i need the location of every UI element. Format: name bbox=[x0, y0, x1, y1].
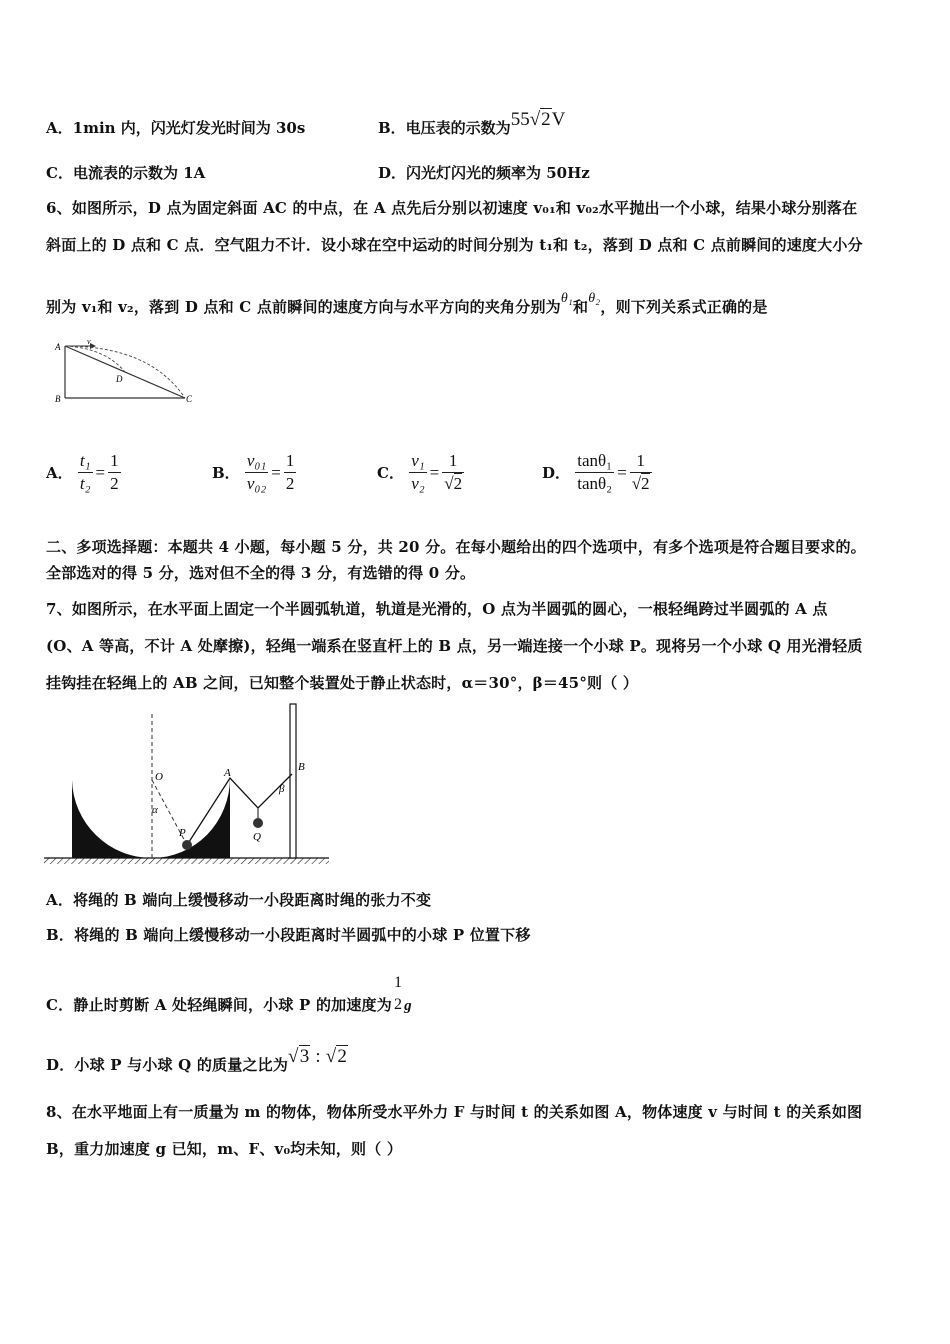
q8-line1: 8、在水平地面上有一质量为 m 的物体，物体所受水平外力 F 与时间 t 的关系如图 A，物体速度 v 与时间 t 的关系如图 bbox=[46, 1103, 863, 1121]
q6-c-rnum: 1 bbox=[442, 450, 464, 473]
q7-c-g: g bbox=[404, 998, 412, 1014]
label-o: O bbox=[155, 771, 163, 783]
q6-c-den: v₂ bbox=[411, 474, 425, 493]
q5-option-d: D．闪光灯闪光的频率为 50Hz bbox=[378, 164, 590, 182]
q7-option-c bbox=[46, 974, 412, 1028]
q6-line3b: ，则下列关系式正确的是 bbox=[600, 298, 768, 316]
q7-option-d-text: D．小球 P 与小球 Q 的质量之比为 bbox=[46, 1056, 289, 1074]
q6-theta1: θ₁ bbox=[560, 291, 574, 306]
vertical-pole bbox=[290, 704, 296, 858]
label-d: D bbox=[116, 374, 123, 384]
q5-option-a: A．1min 内，闪光灯发光时间为 30s bbox=[46, 119, 306, 137]
q6-a-den: t₂ bbox=[79, 474, 91, 493]
q6-d-rnum: 1 bbox=[630, 450, 652, 473]
q5-option-b-unit: V bbox=[551, 109, 566, 130]
q7-line1: 7、如图所示，在水平面上固定一个半圆弧轨道，轨道是光滑的，O 点为半圆弧的圆心，一根轻绳跨过半圆弧的 A 点 bbox=[46, 600, 828, 618]
q6-c-eq: = bbox=[429, 462, 440, 482]
q6-option-c: C． $\frac{\text{v₁}}{\text{v₂}}$ = $\frac{1}{√2}$ bbox=[377, 451, 463, 493]
q6-c-num: v₁ bbox=[409, 450, 426, 473]
q6-d-den: tanθ₂ bbox=[577, 474, 613, 493]
q7-line3: 挂钩挂在轻绳上的 AB 之间，已知整个装置处于静止状态时，α＝30°，β＝45°则（ ） bbox=[46, 674, 639, 692]
q6-and: 和 bbox=[573, 298, 589, 316]
q6-option-c-label: C． bbox=[377, 464, 404, 482]
q6-line2: 斜面上的 D 点和 C 点．空气阻力不计．设小球在空中运动的时间分别为 t₁和 t₂，落到 D 点和 C 点前瞬间的速度大小分 bbox=[46, 236, 863, 254]
label-a: A bbox=[224, 767, 231, 779]
q5-option-b: B．电压表的示数为55√2V bbox=[378, 109, 566, 137]
q7-option-a: A．将绳的 B 端向上缓慢移动一小段距离时绳的张力不变 bbox=[46, 891, 432, 909]
q6-d-rden: 2 bbox=[641, 474, 650, 493]
rope bbox=[187, 774, 292, 845]
q7-d-r2: 2 bbox=[337, 1046, 348, 1067]
q6-b-rden: 2 bbox=[285, 474, 295, 493]
q6-line3 bbox=[46, 291, 768, 317]
q6-a-eq: = bbox=[95, 462, 106, 482]
ball-q bbox=[253, 818, 263, 828]
q7-semicircle-figure bbox=[44, 700, 334, 870]
q7-d-colon: : bbox=[310, 1046, 326, 1067]
label-v: v bbox=[87, 337, 91, 346]
q6-b-eq: = bbox=[271, 462, 281, 482]
q6-option-a-label: A． bbox=[46, 464, 73, 482]
q7-c-num: 1 bbox=[393, 974, 403, 991]
label-q: Q bbox=[253, 831, 261, 843]
ball-p bbox=[182, 840, 192, 850]
q6-c-rden: 2 bbox=[453, 474, 463, 493]
label-a: A bbox=[55, 342, 61, 352]
q6-b-den: v₀₂ bbox=[246, 474, 267, 493]
q7-line2: (O、A 等高，不计 A 处摩擦)，轻绳一端系在竖直杆上的 B 点，另一端连接一个小球 P。现将另一个小球 Q 用光滑轻质 bbox=[46, 637, 863, 655]
q6-option-b bbox=[212, 450, 296, 495]
q7-option-c-text: C．静止时剪断 A 处轻绳瞬间，小球 P 的加速度为 bbox=[46, 996, 392, 1014]
section2-line1: 二、多项选择题：本题共 4 小题，每小题 5 分，共 20 分。在每小题给出的四个选项中，有多个选项是符合题目要求的。 bbox=[46, 538, 866, 556]
section2-line2: 全部选对的得 5 分，选对但不全的得 3 分，有选错的得 0 分。 bbox=[46, 564, 476, 582]
label-b: B bbox=[55, 394, 61, 404]
label-b: B bbox=[298, 761, 305, 773]
q6-option-b-label: B． bbox=[212, 464, 240, 482]
q6-line1: 6、如图所示，D 点为固定斜面 AC 的中点，在 A 点先后分别以初速度 v₀₁和 v₀₂水平抛出一个小球，结果小球分别落在 bbox=[46, 199, 858, 217]
q6-line3a: 别为 v₁和 v₂，落到 D 点和 C 点前瞬间的速度方向与水平方向的夹角分别为 bbox=[46, 298, 561, 316]
q6-a-rden: 2 bbox=[110, 474, 119, 493]
q6-d-num: tanθ₁ bbox=[575, 450, 614, 473]
q5-option-b-rad: 2 bbox=[541, 109, 551, 130]
q7-d-r1: 3 bbox=[299, 1046, 310, 1067]
ground-hatch bbox=[44, 858, 329, 864]
q6-option-d-label: D． bbox=[542, 464, 571, 482]
q5-option-b-text: B．电压表的示数为 bbox=[378, 119, 511, 137]
q5-option-b-num: 55 bbox=[510, 109, 530, 130]
q6-option-d: D． $\frac{\text{tanθ₁}}{\text{tanθ₂}}$ = $\frac{1}{√2}$ bbox=[542, 451, 650, 493]
q6-a-rnum: 1 bbox=[108, 450, 121, 473]
label-p: P bbox=[179, 827, 186, 839]
q6-incline-figure bbox=[50, 336, 200, 408]
q5-option-c: C．电流表的示数为 1A bbox=[46, 164, 206, 182]
q6-theta2: θ₂ bbox=[588, 291, 601, 306]
q8-line2: B，重力加速度 g 已知，m、F、v₀均未知，则（ ） bbox=[46, 1140, 403, 1158]
track-left bbox=[72, 780, 152, 858]
label-c: C bbox=[186, 394, 193, 404]
label-alpha: α bbox=[152, 804, 158, 816]
label-beta: β bbox=[279, 783, 285, 795]
q6-b-rnum: 1 bbox=[284, 450, 297, 473]
q6-a-num: t₁ bbox=[78, 450, 93, 473]
q7-c-den: 2 bbox=[393, 996, 403, 1013]
q7-option-b: B．将绳的 B 端向上缓慢移动一小段距离时半圆弧中的小球 P 位置下移 bbox=[46, 926, 531, 944]
q6-option-a bbox=[46, 450, 121, 495]
q7-option-d: D．小球 P 与小球 Q 的质量之比为√3 : √2 bbox=[46, 1046, 348, 1074]
q6-b-num: v₀₁ bbox=[245, 450, 268, 473]
q6-d-eq: = bbox=[617, 462, 627, 482]
